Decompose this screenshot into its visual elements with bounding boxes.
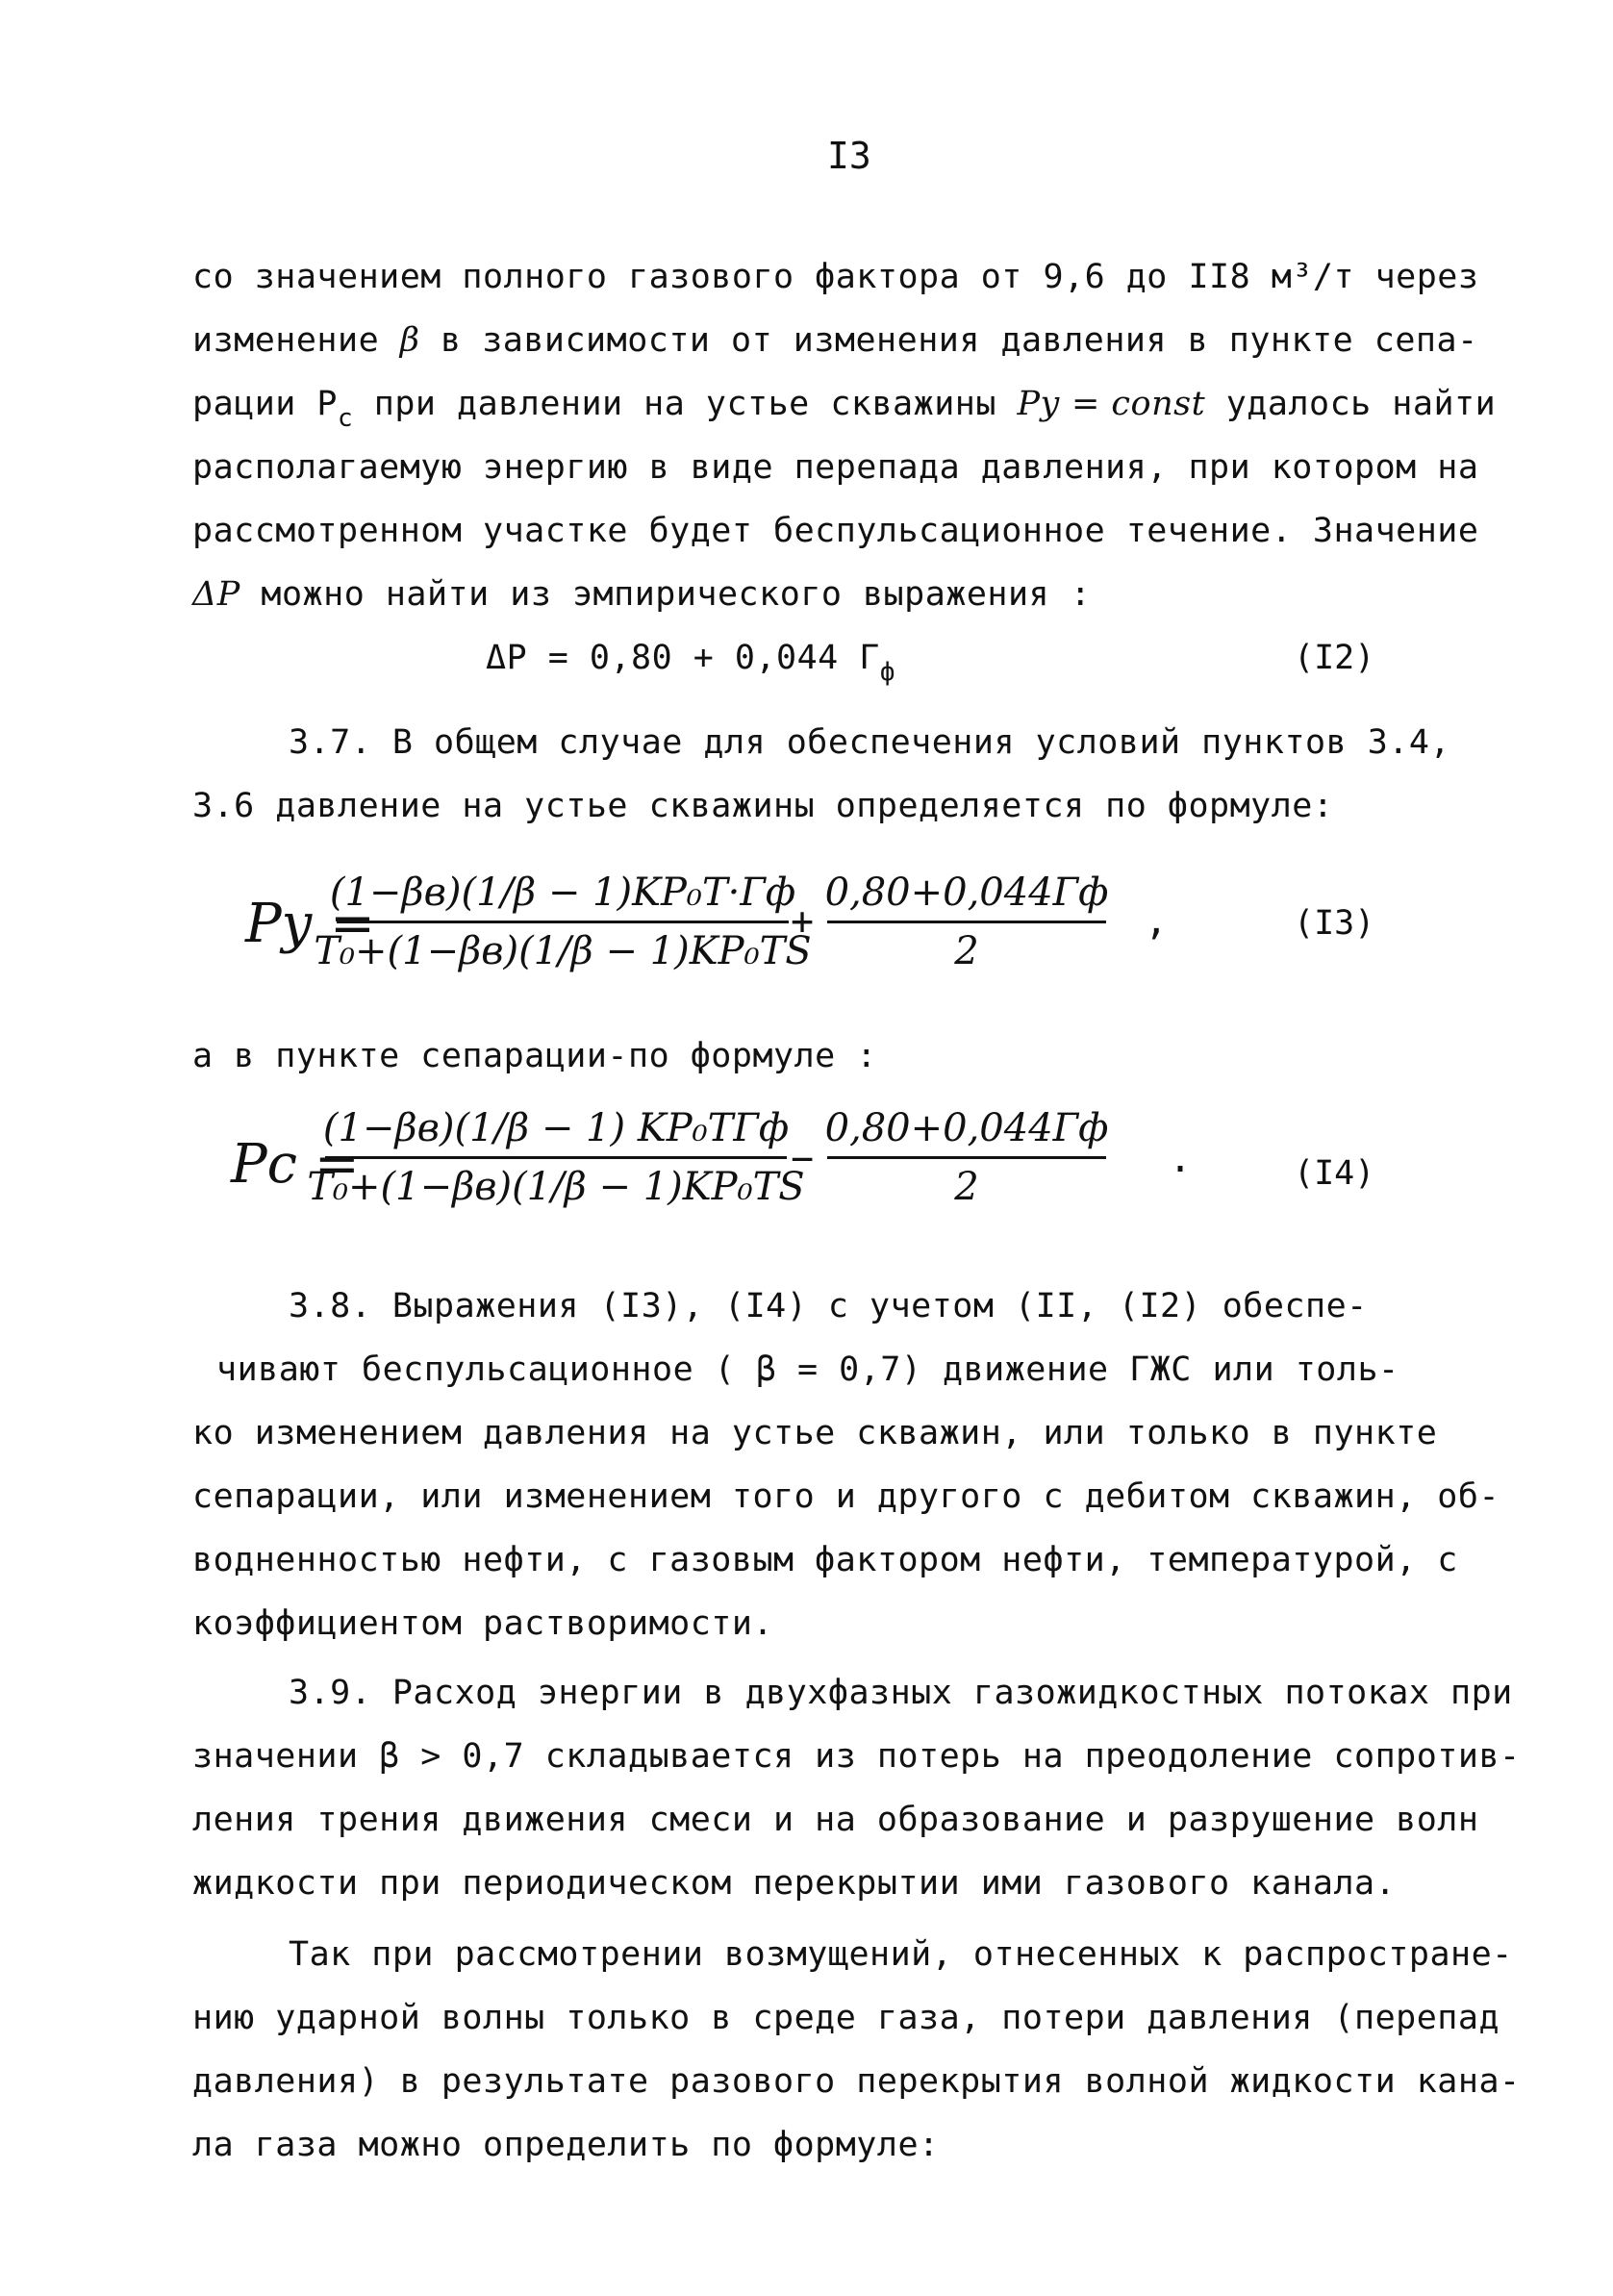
- denominator: 2: [954, 929, 979, 973]
- inline-formula: Pу = const: [1017, 385, 1206, 423]
- equation-number: (I3): [1294, 904, 1375, 943]
- punctuation: ,: [1145, 899, 1169, 944]
- fraction-bar: [827, 1156, 1106, 1159]
- fraction: [307, 1106, 805, 1209]
- beta-symbol: β: [399, 321, 420, 360]
- text-line: жидкости при периодическом перекрытии ими газового канала.: [192, 1864, 1397, 1903]
- text-line: сепарации, или изменением того и другого с дебитом скважин, об-: [192, 1477, 1500, 1516]
- equation-body: ΔP = 0,80 + 0,044 Г: [486, 639, 880, 677]
- text-line: 3.9. Расход энергии в двухфазных газожидкостных потоках при: [289, 1674, 1513, 1712]
- subscript: c: [338, 404, 354, 433]
- text-line: [192, 385, 1497, 433]
- text-fragment: можно найти из эмпирического выражения :: [261, 575, 1092, 614]
- equation-lhs: Pу =: [245, 893, 375, 955]
- text-fragment: удалось найти: [1225, 385, 1497, 423]
- fraction-bar: [325, 1156, 787, 1159]
- fraction-bar: [827, 921, 1106, 923]
- text-line: 3.6 давление на устье скважины определяется по формуле:: [192, 787, 1334, 825]
- text-line: ко изменением давления на устье скважин, или только в пункте: [192, 1414, 1438, 1452]
- text-line: располагаемую энергию в виде перепада давления, при котором на: [192, 448, 1479, 487]
- text-line: ла газа можно определить по формуле:: [192, 2126, 940, 2164]
- equation-lhs: Pc =: [231, 1133, 360, 1196]
- numerator: (1−βв)(1/β − 1) KP₀TГф: [322, 1106, 790, 1150]
- text-line: ления трения движения смеси и на образование и разрушение волн: [192, 1801, 1479, 1839]
- text-line: 3.8. Выражения (I3), (I4) с учетом (II, (I2) обеспе-: [289, 1287, 1368, 1325]
- text-line: коэффициентом растворимости.: [192, 1604, 774, 1643]
- denominator: T₀+(1−βв)(1/β − 1)KP₀TS: [307, 1165, 805, 1209]
- operator: +: [791, 899, 815, 944]
- denominator: 2: [954, 1165, 979, 1209]
- text-line: со значением полного газового фактора от 9,6 до II8 м³/т через: [192, 258, 1479, 296]
- fraction: [824, 1106, 1109, 1209]
- text-fragment: изменение: [192, 321, 380, 360]
- text-line: а в пункте сепарации-по формуле :: [192, 1037, 877, 1075]
- operator: −: [791, 1137, 815, 1181]
- text-line: [192, 575, 1091, 614]
- text-line: рассмотренном участке будет беспульсационное течение. Значение: [192, 512, 1479, 550]
- numerator: 0,80+0,044Гф: [824, 870, 1109, 915]
- text-line: нию ударной волны только в среде газа, потери давления (перепад: [192, 1999, 1500, 2037]
- text-fragment: в зависимости от изменения давления в пункте сепа-: [441, 321, 1478, 360]
- numerator: 0,80+0,044Гф: [824, 1106, 1109, 1150]
- text-fragment: при давлении на устье скважины: [373, 385, 996, 423]
- inline-formula: ΔP: [192, 575, 240, 614]
- text-fragment: рации P: [192, 385, 339, 423]
- punctuation: .: [1169, 1137, 1193, 1181]
- fraction: [824, 870, 1109, 973]
- fraction-bar: [337, 921, 789, 923]
- text-line: чивают беспульсационное ( β = 0,7) движение ГЖС или толь-: [216, 1350, 1399, 1389]
- equation-12: [486, 639, 896, 687]
- text-line: 3.7. В общем случае для обеспечения условий пунктов 3.4,: [289, 723, 1451, 762]
- numerator: (1−βв)(1/β − 1)KP₀T·Гф: [329, 870, 796, 915]
- page-number: I3: [827, 135, 871, 177]
- text-line: значении β > 0,7 складывается из потерь на преодоление сопротив-: [192, 1737, 1521, 1776]
- subscript: ф: [879, 658, 896, 687]
- text-line: [192, 321, 1478, 360]
- text-line: Так при рассмотрении возмущений, отнесенных к распростране-: [289, 1935, 1513, 1974]
- equation-number: (I4): [1294, 1154, 1375, 1193]
- fraction: [314, 870, 812, 973]
- text-line: водненностью нефти, с газовым фактором нефти, температурой, с: [192, 1541, 1458, 1579]
- denominator: T₀+(1−βв)(1/β − 1)KP₀TS: [314, 929, 812, 973]
- text-line: давления) в результате разового перекрытия волной жидкости кана-: [192, 2062, 1521, 2101]
- equation-number: (I2): [1294, 639, 1375, 677]
